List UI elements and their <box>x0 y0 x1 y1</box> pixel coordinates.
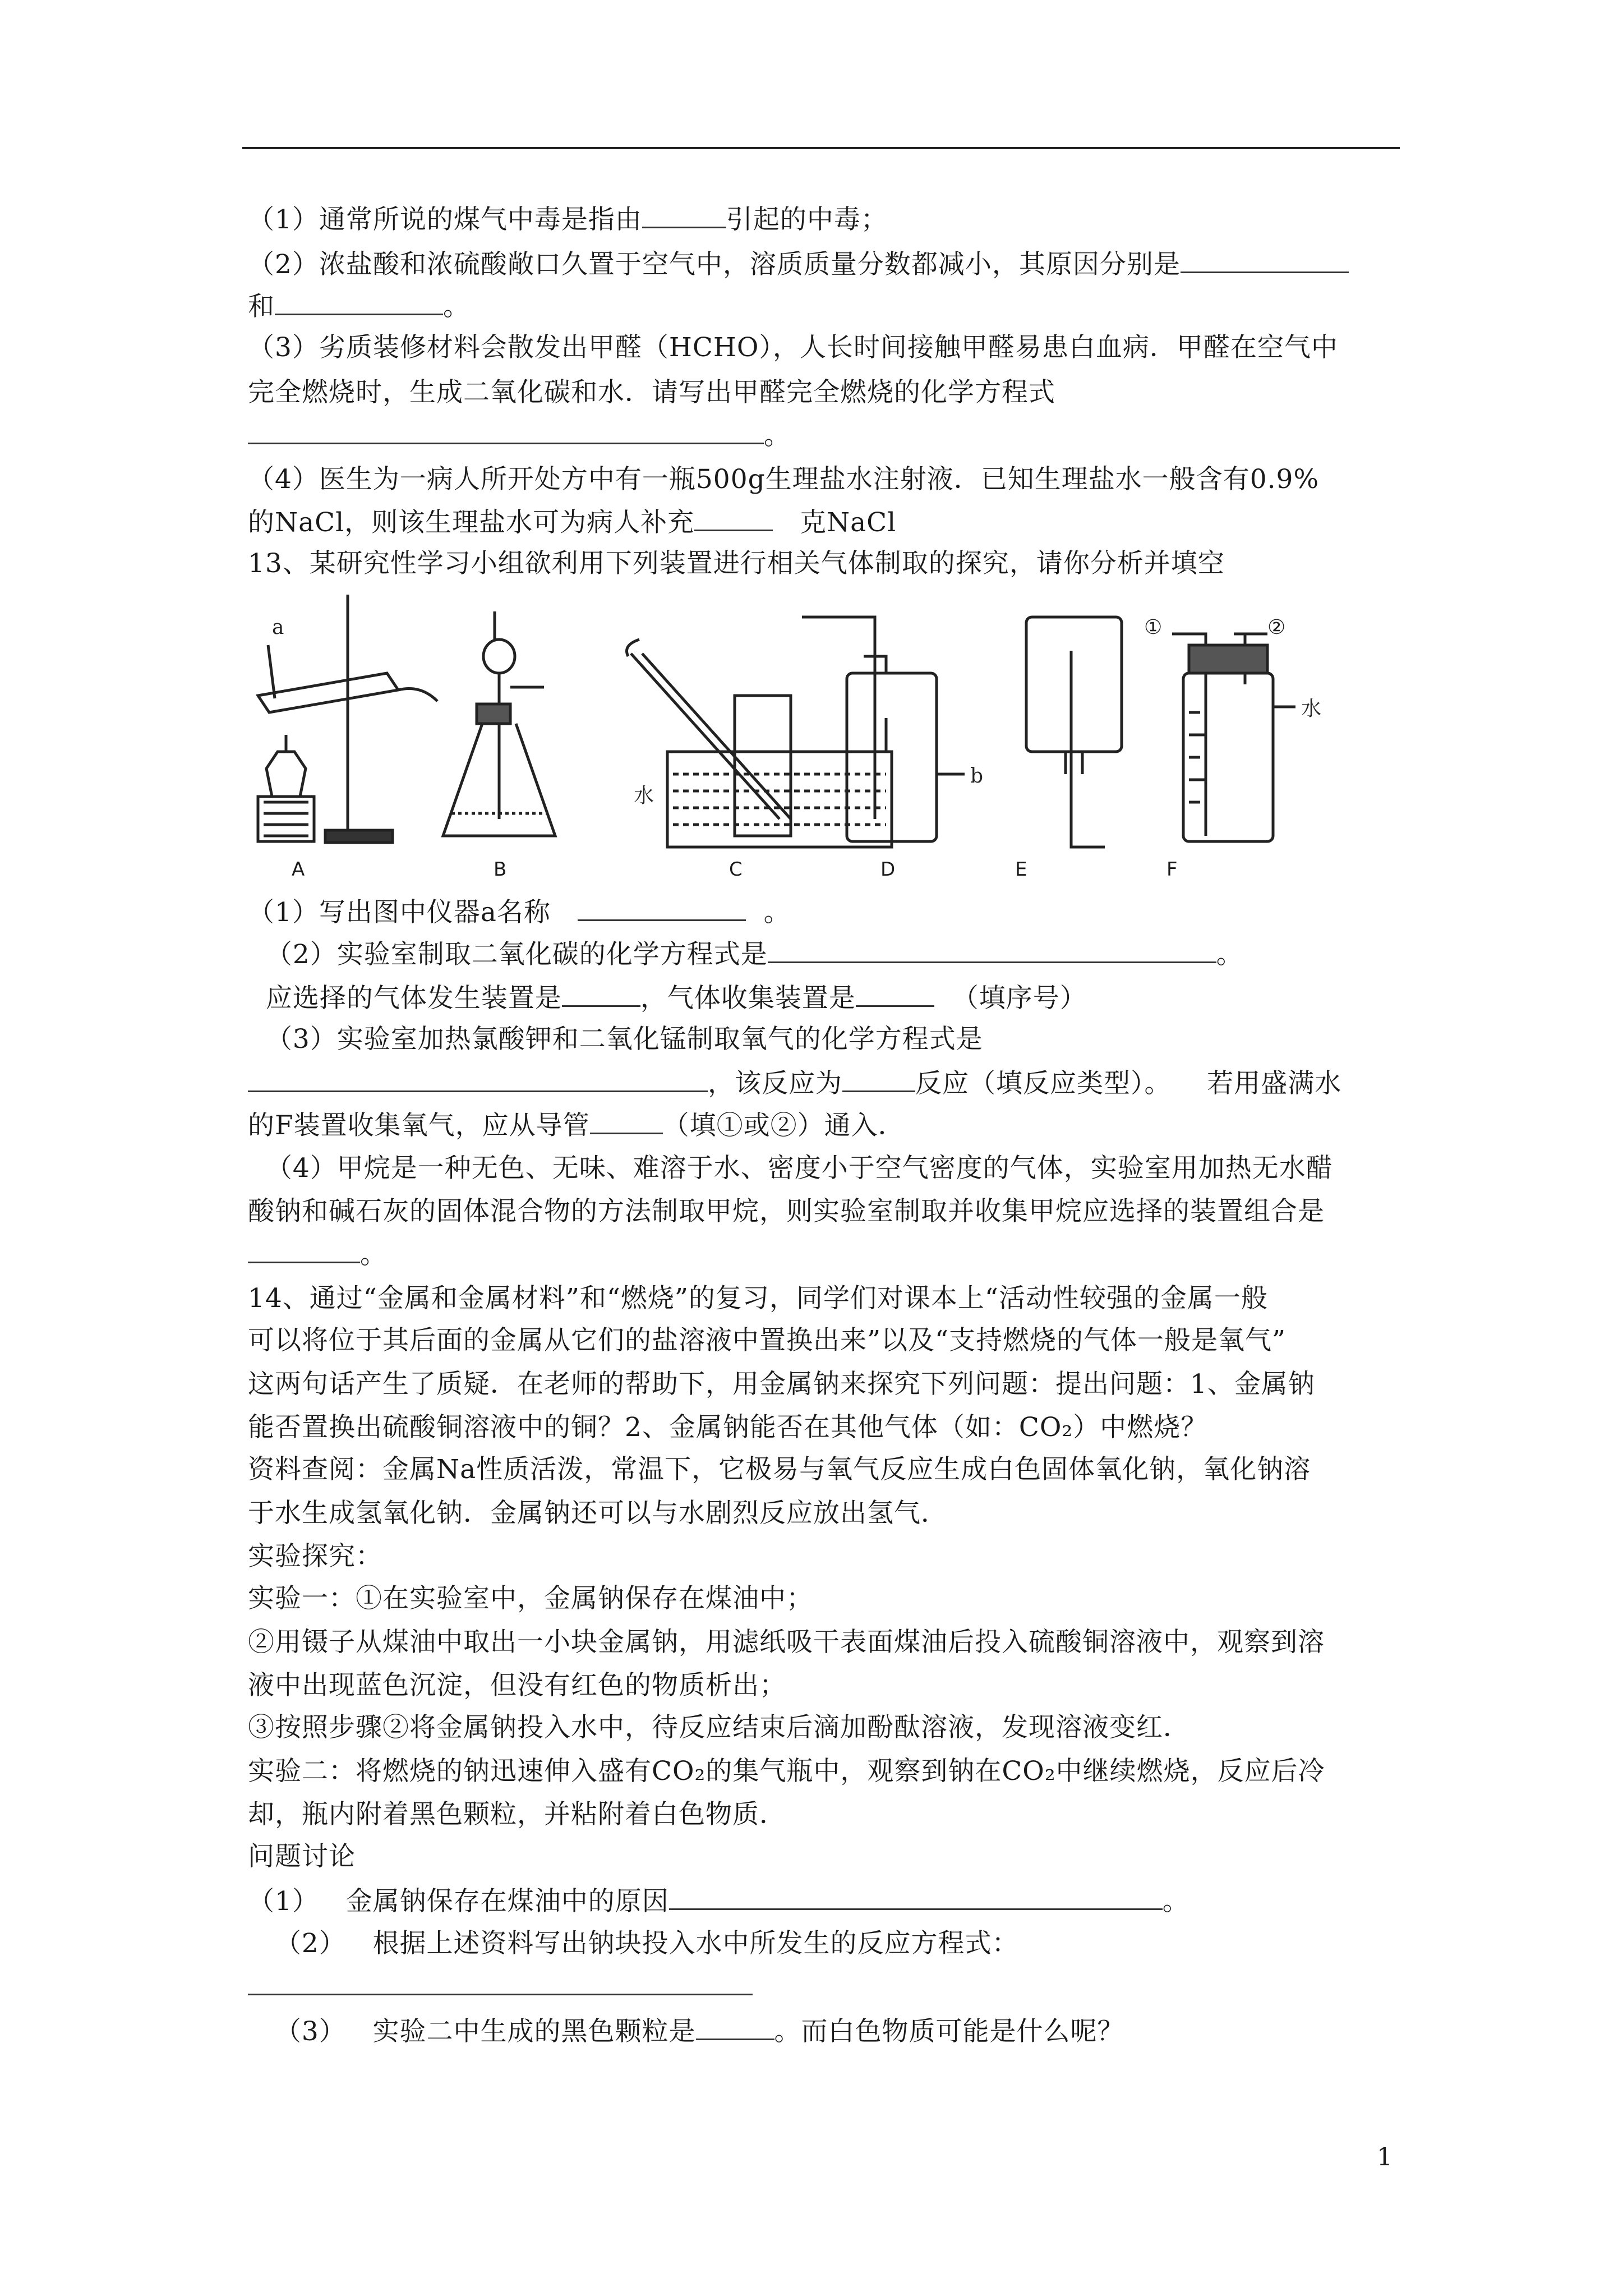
text-line-l20 <box>248 1324 1286 1358</box>
text-segment: ，气体收集装置是 <box>640 983 856 1014</box>
figure-label-d: D <box>880 858 896 881</box>
text-segment: （3）实验室加热氯酸钾和二氧化锰制取氧气的化学方程式是 <box>248 1024 983 1055</box>
text-line-l2 <box>248 247 1349 282</box>
answer-blank[interactable] <box>768 937 1216 963</box>
text-segment: 实验探究： <box>248 1541 382 1572</box>
text-line-l16 <box>248 1152 1333 1185</box>
text-segment: （4）医生为一病人所开处方中有一瓶500g生理盐水注射液．已知生理盐水一般含有0.9% <box>248 464 1320 495</box>
text-line-l14 <box>248 1066 1341 1101</box>
text-line-l9 <box>248 547 1225 581</box>
text-segment: （3） 实验二中生成的黑色颗粒是 <box>248 2016 696 2047</box>
text-segment: 问题讨论 <box>248 1841 356 1872</box>
figure-label-a: A <box>292 858 305 881</box>
answer-blank[interactable] <box>842 1066 915 1092</box>
text-segment: 液中出现蓝色沉淀，但没有红色的物质析出； <box>248 1670 786 1701</box>
text-segment: 。 <box>1216 939 1243 970</box>
text-segment: 实验一：①在实验室中，金属钠保存在煤油中； <box>248 1583 813 1614</box>
text-segment: ③按照步骤②将金属钠投入水中，待反应结束后滴加酚酞溶液，发现溶液变红． <box>248 1712 1190 1743</box>
text-line-l23 <box>248 1453 1311 1487</box>
label-b-callout: b <box>970 765 984 788</box>
text-segment: 。 <box>443 291 470 322</box>
text-line-l15 <box>248 1108 905 1143</box>
text-segment: （4）甲烷是一种无色、无味、难溶于水、密度小于空气密度的气体，实验室用加热无水醋 <box>248 1153 1333 1184</box>
text-line-l8 <box>248 505 896 540</box>
answer-blank[interactable] <box>642 202 726 228</box>
text-segment: 的NaCl，则该生理盐水可为病人补充 <box>248 507 695 538</box>
text-segment: ②用镊子从煤油中取出一小块金属钠，用滤纸吸干表面煤油后投入硫酸铜溶液中，观察到溶 <box>248 1627 1325 1658</box>
answer-blank[interactable] <box>590 1108 663 1134</box>
text-line-l30 <box>248 1755 1325 1788</box>
figure-label-c: C <box>729 858 743 881</box>
text-line-l33 <box>248 1884 1189 1918</box>
text-line-l21 <box>248 1368 1315 1401</box>
text-segment: （填序号） <box>934 983 1087 1014</box>
answer-blank[interactable] <box>1181 247 1349 273</box>
text-line-l4 <box>248 331 1338 365</box>
text-segment: 却，瓶内附着黑色颗粒，并粘附着白色物质． <box>248 1799 786 1830</box>
apparatus-f <box>1172 634 1295 841</box>
header-rule <box>242 147 1400 149</box>
answer-blank[interactable] <box>578 895 746 921</box>
text-segment: 。而白色物质可能是什么呢？ <box>774 2016 1124 2047</box>
figure-label-f: F <box>1166 858 1178 881</box>
text-segment: 和 <box>248 291 275 322</box>
text-line-l1 <box>248 202 888 237</box>
label-a-callout: a <box>272 616 284 639</box>
text-segment: 这两句话产生了质疑．在老师的帮助下，用金属钠来探究下列问题：提出问题：1、金属钠 <box>248 1369 1315 1400</box>
text-segment: 的F装置收集氧气，应从导管 <box>248 1110 590 1141</box>
text-line-l28 <box>248 1669 786 1703</box>
text-segment: 13、某研究性学习小组欲利用下列装置进行相关气体制取的探究，请你分析并填空 <box>248 548 1225 579</box>
text-line-l19 <box>248 1282 1268 1315</box>
text-segment: 实验二：将燃烧的钠迅速伸入盛有CO₂的集气瓶中，观察到钠在CO₂中继续燃烧，反应后冷 <box>248 1756 1325 1787</box>
text-line-l12 <box>248 981 1087 1015</box>
text-segment: 应选择的气体发生装置是 <box>248 983 562 1014</box>
text-line-l3 <box>248 289 470 324</box>
apparatus-e <box>1026 617 1122 847</box>
answer-blank[interactable] <box>696 2014 774 2040</box>
text-segment: 14、通过“金属和金属材料”和“燃烧”的复习，同学们对课本上“活动性较强的金属一般 <box>248 1283 1268 1314</box>
answer-blank[interactable] <box>248 1066 708 1092</box>
text-segment: （2）实验室制取二氧化碳的化学方程式是 <box>248 939 768 970</box>
text-segment: （3）劣质装修材料会散发出甲醛（HCHO），人长时间接触甲醛易患白血病．甲醛在空气中 <box>248 332 1338 363</box>
text-line-l36 <box>248 2014 1124 2049</box>
text-segment: ，该反应为 <box>708 1068 842 1099</box>
text-line-l34 <box>248 1927 1019 1961</box>
text-line-l24 <box>248 1497 948 1530</box>
answer-blank[interactable] <box>248 1237 360 1263</box>
text-segment: 能否置换出硫酸铜溶液中的铜？2、金属钠能否在其他气体（如：CO₂）中燃烧？ <box>248 1412 1208 1443</box>
text-line-l13 <box>248 1023 983 1056</box>
figure-label-e: E <box>1015 858 1027 881</box>
apparatus-figure <box>241 583 1322 886</box>
text-line-l26 <box>248 1582 813 1616</box>
text-line-l6 <box>248 418 791 453</box>
text-segment: （1）通常所说的煤气中毒是指由 <box>248 204 642 235</box>
text-line-l25 <box>248 1540 382 1573</box>
text-line-l35 <box>248 1969 753 2004</box>
text-segment: 克NaCl <box>773 507 897 538</box>
text-segment: 。 <box>1162 1886 1189 1917</box>
text-segment: 酸钠和碱石灰的固体混合物的方法制取甲烷，则实验室制取并收集甲烷应选择的装置组合是 <box>248 1196 1325 1227</box>
text-segment: 。 <box>764 420 791 451</box>
label-port-2: ② <box>1267 616 1286 639</box>
text-line-l27 <box>248 1626 1325 1659</box>
text-segment: （2）浓盐酸和浓硫酸敞口久置于空气中，溶质质量分数都减小，其原因分别是 <box>248 249 1181 280</box>
text-segment: 。 <box>745 897 791 928</box>
answer-blank[interactable] <box>248 1969 753 1995</box>
apparatus-a <box>258 595 437 843</box>
text-segment: （填①或②）通入． <box>662 1110 905 1141</box>
answer-blank[interactable] <box>669 1884 1163 1910</box>
text-segment: 资料查阅：金属Na性质活泼，常温下，它极易与氧气反应生成白色固体氧化钠，氧化钠溶 <box>248 1454 1311 1485</box>
text-line-l22 <box>248 1411 1207 1444</box>
text-segment: 引起的中毒； <box>726 204 888 235</box>
text-segment: 反应（填反应类型）。 若用盛满水 <box>915 1068 1342 1099</box>
page-number: 1 <box>1377 2143 1393 2171</box>
figure-label-b: B <box>494 858 507 881</box>
label-water-f: 水 <box>1301 697 1322 720</box>
answer-blank[interactable] <box>856 981 934 1007</box>
text-segment: （1） 金属钠保存在煤油中的原因 <box>248 1886 669 1917</box>
label-port-1: ① <box>1144 616 1163 639</box>
text-line-l10 <box>248 895 791 930</box>
text-line-l5 <box>248 376 1055 409</box>
answer-blank[interactable] <box>694 505 773 531</box>
apparatus-c <box>627 639 892 847</box>
text-segment: （1）写出图中仪器a名称 <box>248 897 578 928</box>
text-line-l7 <box>248 463 1319 496</box>
answer-blank[interactable] <box>275 289 443 315</box>
text-segment: （2） 根据上述资料写出钠块投入水中所发生的反应方程式： <box>248 1928 1019 1959</box>
text-segment: 。 <box>360 1239 387 1270</box>
text-line-l31 <box>248 1798 786 1832</box>
text-line-l29 <box>248 1711 1190 1745</box>
label-water-c: 水 <box>634 784 654 807</box>
text-segment: 完全燃烧时，生成二氧化碳和水．请写出甲醛完全燃烧的化学方程式 <box>248 377 1055 408</box>
apparatus-b <box>443 611 555 836</box>
text-segment: 可以将位于其后面的金属从它们的盐溶液中置换出来”以及“支持燃烧的气体一般是氧气” <box>248 1325 1287 1356</box>
text-line-l11 <box>248 937 1243 972</box>
text-line-l32 <box>248 1840 356 1874</box>
text-segment: 于水生成氢氧化钠．金属钠还可以与水剧烈反应放出氢气． <box>248 1498 948 1529</box>
text-line-l17 <box>248 1195 1325 1228</box>
answer-blank[interactable] <box>248 418 764 444</box>
answer-blank[interactable] <box>562 981 640 1007</box>
text-line-l18 <box>248 1237 387 1272</box>
